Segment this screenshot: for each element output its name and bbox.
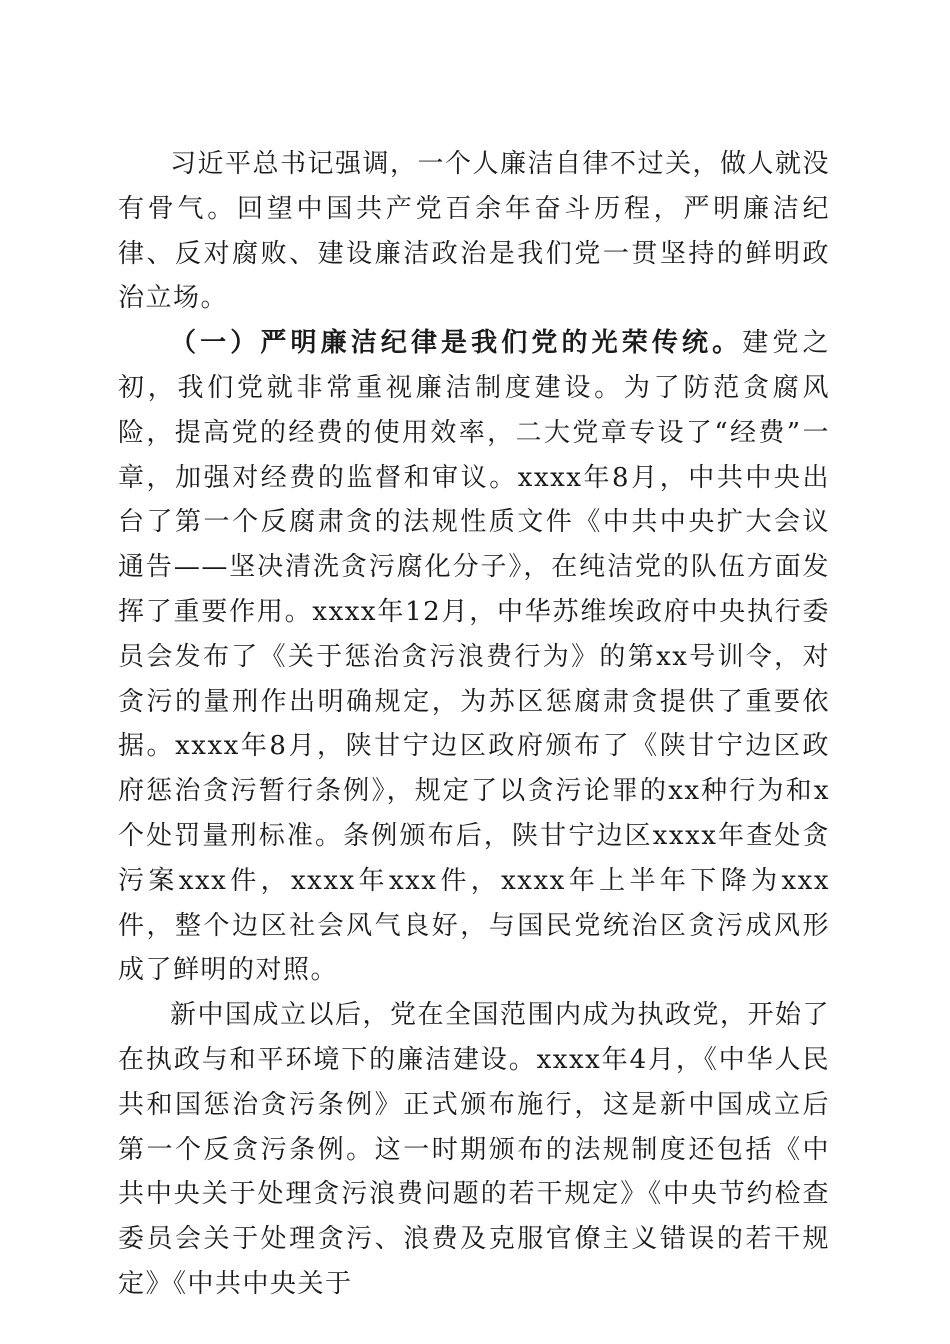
paragraph-intro: [118, 142, 830, 321]
section-heading: （一）严明廉洁纪律是我们党的光荣传统。: [170, 328, 743, 359]
paragraph-text: 习近平总书记强调，一个人廉洁自律不过关，做人就没有骨气。回望中国共产党百余年奋斗历程，严明廉洁纪律、反对腐败、建设廉洁政治是我们党一贯坚持的鲜明政治立场。: [118, 149, 831, 314]
paragraph-text: 新中国成立以后，党在全国范围内成为执政党，开始了在执政与和平环境下的廉洁建设。xxxx年4月，《中华人民共和国惩治贪污条例》正式颁布施行，这是新中国成立后第一个反贪污条例。这一时期颁布的法规制度还包括《中共中央关于处理贪污浪费问题的若干规定》《中央节约检查委员会关于处理贪污、浪费及克服官僚主义错误的若干规定》《中共中央关于: [118, 1000, 831, 1299]
document-body: [118, 142, 830, 1307]
paragraph-section-one: [118, 321, 830, 993]
paragraph-new-china: [118, 993, 830, 1307]
paragraph-text: 建党之初，我们党就非常重视廉洁制度建设。为了防范贪腐风险，提高党的经费的使用效率，二大党章专设了“经费”一章，加强对经费的监督和审议。xxxx年8月，中共中央出台了第一个反腐肃贪的法规性质文件《中共中央扩大会议通告——坚决清洗贪污腐化分子》，在纯洁党的队伍方面发挥了重要作用。xxxx年12月，中华苏维埃政府中央执行委员会发布了《关于惩治贪污浪费行为》的第xx号训令，对贪污的量刑作出明确规定，为苏区惩腐肃贪提供了重要依据。xxxx年8月，陕甘宁边区政府颁布了《陕甘宁边区政府惩治贪污暂行条例》，规定了以贪污论罪的xx种行为和x个处罚量刑标准。条例颁布后，陕甘宁边区xxxx年查处贪污案xxx件，xxxx年xxx件，xxxx年上半年下降为xxx件，整个边区社会风气良好，与国民党统治区贪污成风形成了鲜明的对照。: [118, 328, 830, 986]
